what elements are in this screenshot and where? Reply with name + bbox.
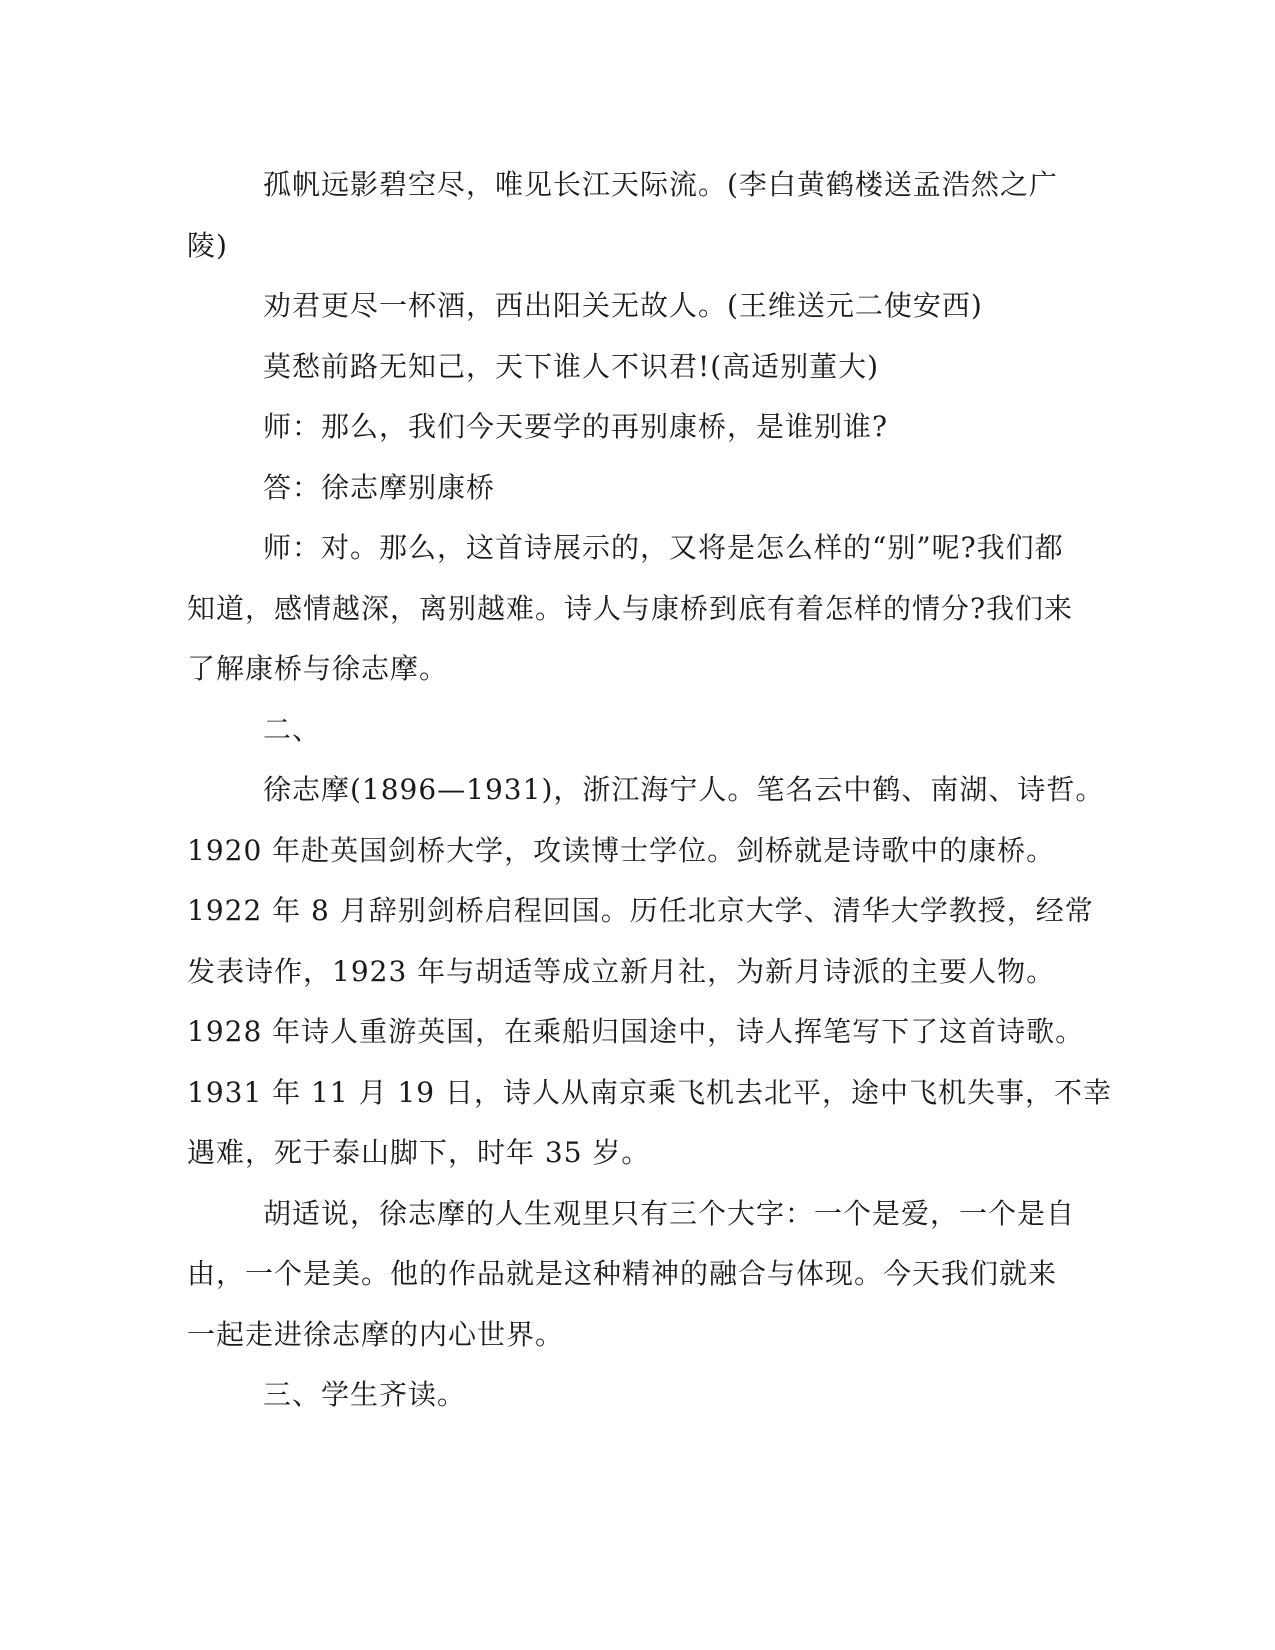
paragraph-answer — [187, 458, 1069, 519]
document-body — [187, 155, 1113, 1426]
paragraph-teacher-question — [187, 397, 1069, 458]
section-heading: 三、学生齐读。 — [263, 1378, 467, 1411]
text-line: 师：对。那么，这首诗展示的，又将是怎么样的“别”呢?我们都 — [263, 531, 1064, 564]
text-line: 知道，感情越深，离别越难。诗人与康桥到底有着怎样的情分?我们来 — [187, 591, 1074, 625]
section-heading-three — [187, 1365, 1069, 1426]
text-line: 劝君更尽一杯酒，西出阳关无故人。(王维送元二使安西) — [263, 289, 983, 322]
text-line: 答：徐志摩别康桥 — [263, 470, 496, 504]
paragraph-hu-shi-quote — [187, 1184, 1076, 1366]
text-line: 1920 年赴英国剑桥大学，攻读博士学位。剑桥就是诗歌中的康桥。 — [187, 833, 1056, 867]
text-line: 孤帆远影碧空尽，唯见长江天际流。(李白黄鹤楼送孟浩然之广 — [263, 168, 1058, 201]
text-line: 遇难，死于泰山脚下，时年 35 岁。 — [187, 1136, 651, 1169]
text-line: 徐志摩(1896—1931)，浙江海宁人。笔名云中鹤、南湖、诗哲。 — [263, 773, 1105, 806]
text-line: 1922 年 8 月辞别剑桥启程回国。历任北京大学、清华大学教授，经常 — [187, 894, 1094, 927]
text-line: 发表诗作，1923 年与胡适等成立新月社，为新月诗派的主要人物。 — [187, 954, 1056, 988]
text-line: 1931 年 11 月 19 日，诗人从南京乘飞机去北平，途中飞机失事，不幸 — [187, 1075, 1113, 1109]
text-line: 莫愁前路无知己，天下谁人不识君!(高适别董大) — [263, 349, 880, 383]
section-heading-two — [187, 700, 1069, 761]
text-line: 1928 年诗人重游英国，在乘船归国途中，诗人挥笔写下了这首诗歌。 — [187, 1015, 1085, 1048]
paragraph-teacher-remark — [187, 518, 1074, 700]
section-heading: 二、 — [263, 712, 322, 746]
text-line: 胡适说，徐志摩的人生观里只有三个大字：一个是爱，一个是自 — [263, 1196, 1076, 1230]
text-line: 陵) — [187, 228, 228, 262]
text-line: 师：那么，我们今天要学的再别康桥，是谁别谁? — [263, 410, 889, 443]
paragraph-poem-wang-wei — [187, 276, 1069, 337]
paragraph-poem-li-bai — [187, 155, 1069, 276]
text-line: 了解康桥与徐志摩。 — [187, 652, 449, 685]
paragraph-xu-zhimo-bio — [187, 760, 1113, 1184]
text-line: 由，一个是美。他的作品就是这种精神的融合与体现。今天我们就来 — [187, 1257, 1058, 1290]
paragraph-poem-gao-shi — [187, 337, 1069, 398]
text-line: 一起走进徐志摩的内心世界。 — [187, 1317, 565, 1351]
